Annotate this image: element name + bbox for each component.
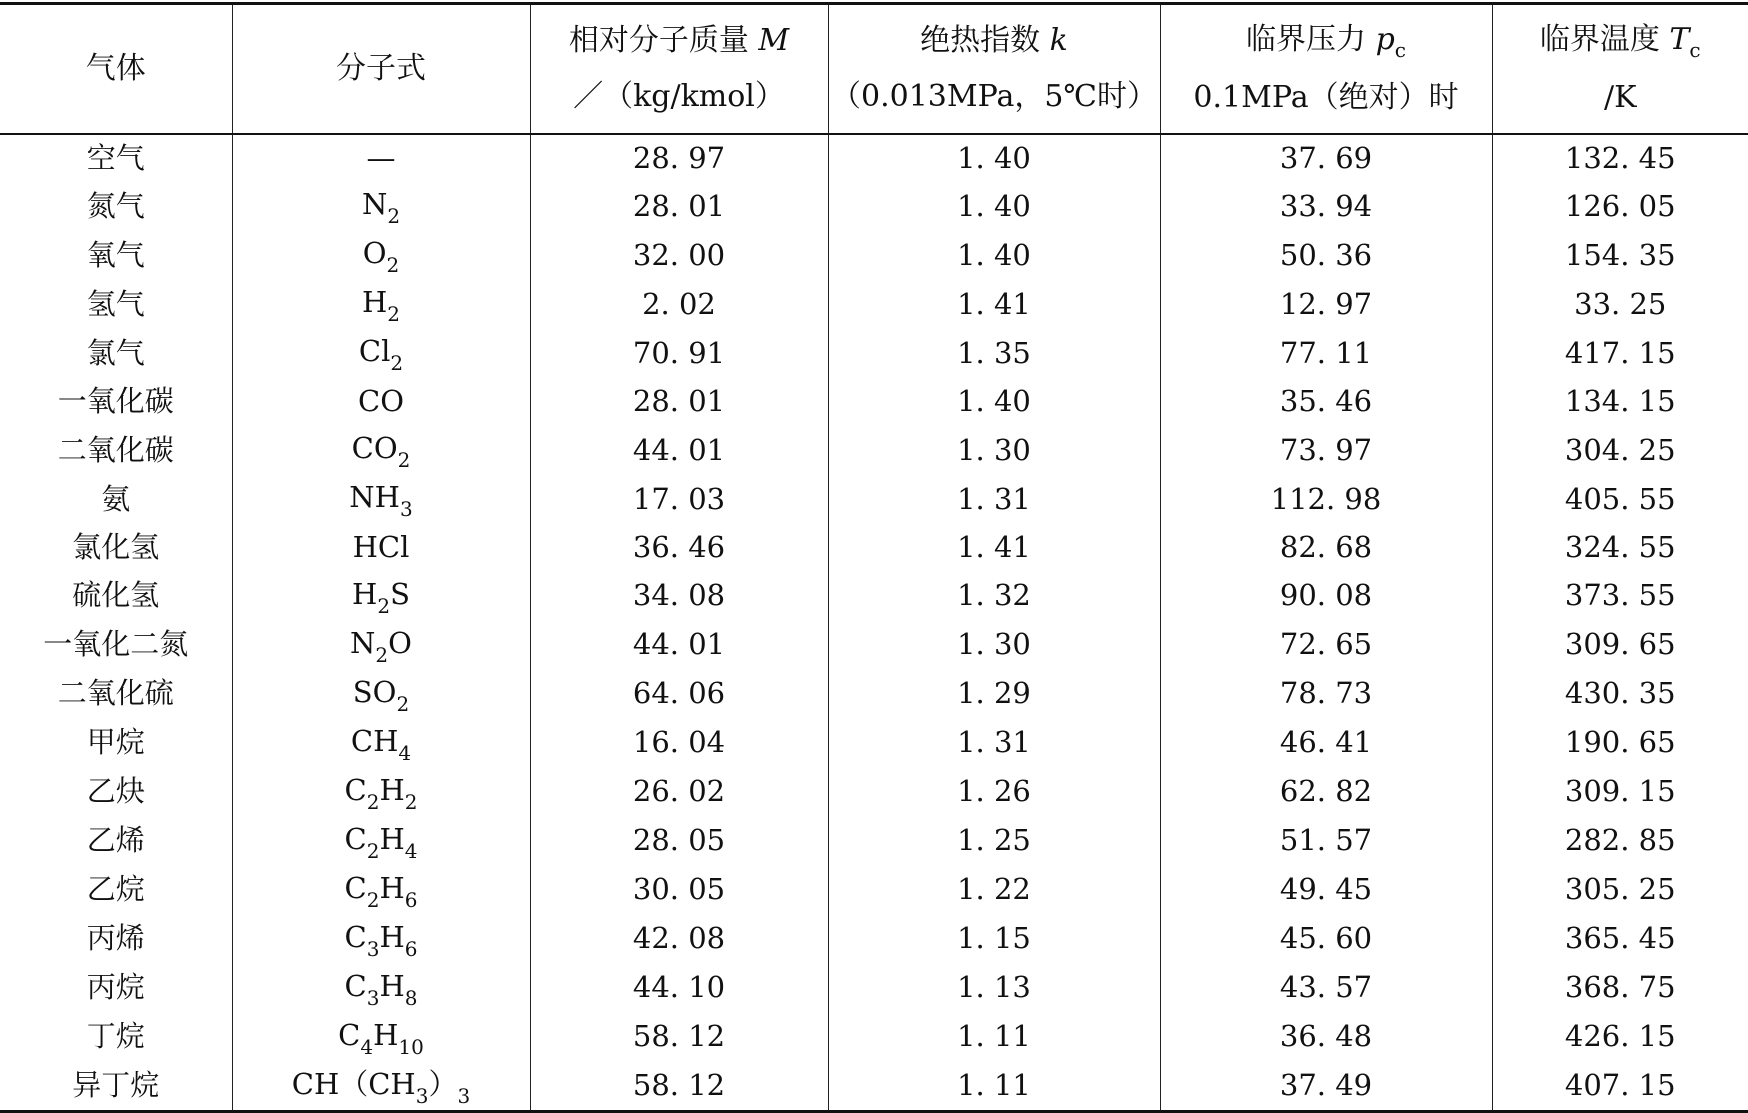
cell-gas: 氨 [101, 481, 131, 516]
formula-subscript: 6 [404, 887, 418, 912]
table-row [0, 767, 1748, 816]
table-row [0, 425, 1748, 474]
cell-critical-temperature: 309. 15 [1492, 767, 1748, 816]
table-row [0, 865, 1748, 914]
formula-subscript: 2 [366, 789, 380, 814]
cell-adiabatic-index: 1. 32 [828, 571, 1160, 620]
table-row [0, 571, 1748, 620]
table-row [0, 134, 1748, 182]
gas-properties-table [0, 2, 1748, 1113]
formula-subscript: 2 [390, 351, 404, 376]
cell-gas: 一氧化二氮 [43, 627, 189, 662]
cell-formula [232, 767, 530, 816]
cell-critical-temperature: 126. 05 [1492, 181, 1748, 230]
table-row [0, 1012, 1748, 1061]
cell-critical-temperature: 430. 35 [1492, 669, 1748, 718]
cell-adiabatic-index: 1. 41 [828, 523, 1160, 571]
formula-text: NH [349, 480, 400, 515]
formula-subscript: 4 [398, 740, 412, 765]
cell-formula [232, 230, 530, 279]
cell-adiabatic-index: 1. 40 [828, 134, 1160, 182]
cell-molar-mass: 16. 04 [530, 718, 828, 767]
cell-critical-temperature: 368. 75 [1492, 963, 1748, 1012]
formula-text: N [361, 187, 388, 222]
cell-critical-temperature: 132. 45 [1492, 134, 1748, 182]
formula-text: CH [350, 723, 399, 758]
header-molar-mass: 相对分子质量 M ／（kg/kmol） [530, 4, 828, 134]
cell-critical-pressure: 37. 69 [1160, 134, 1492, 182]
formula-subscript: 2 [375, 642, 389, 667]
cell-critical-temperature: 134. 15 [1492, 377, 1748, 425]
cell-molar-mass: 44. 01 [530, 620, 828, 669]
cell-formula [232, 963, 530, 1012]
cell-molar-mass: 70. 91 [530, 328, 828, 377]
cell-critical-temperature: 405. 55 [1492, 474, 1748, 523]
cell-adiabatic-index: 1. 41 [828, 279, 1160, 328]
formula-subscript: 3 [399, 497, 413, 522]
table-body [0, 134, 1748, 1112]
cell-critical-pressure: 45. 60 [1160, 914, 1492, 963]
cell-adiabatic-index: 1. 31 [828, 474, 1160, 523]
cell-gas: 硫化氢 [72, 578, 160, 613]
cell-formula [232, 181, 530, 230]
cell-critical-pressure: 51. 57 [1160, 816, 1492, 865]
formula-text: H [361, 285, 388, 320]
cell-critical-temperature: 154. 35 [1492, 230, 1748, 279]
formula-subscript: 2 [366, 838, 380, 863]
formula-subscript: 2 [396, 691, 410, 716]
header-adiabatic-index: 绝热指数 k （0.013MPa，5℃时） [828, 4, 1160, 134]
cell-critical-temperature: 417. 15 [1492, 328, 1748, 377]
header-row [0, 4, 1748, 134]
cell-gas: 二氧化碳 [57, 432, 174, 467]
formula-text: H [373, 1017, 399, 1052]
cell-formula [232, 571, 530, 620]
cell-formula [232, 425, 530, 474]
cell-molar-mass: 44. 10 [530, 963, 828, 1012]
table-row [0, 1061, 1748, 1112]
cell-molar-mass: 32. 00 [530, 230, 828, 279]
cell-molar-mass: 28. 01 [530, 181, 828, 230]
cell-critical-temperature: 365. 45 [1492, 914, 1748, 963]
cell-adiabatic-index: 1. 11 [828, 1012, 1160, 1061]
cell-molar-mass: 44. 01 [530, 425, 828, 474]
formula-text: CH（CH [291, 1066, 416, 1101]
formula-text: H [379, 870, 405, 905]
cell-critical-pressure: 78. 73 [1160, 669, 1492, 718]
formula-text: CO [358, 384, 404, 419]
cell-gas: 丙烷 [86, 970, 145, 1005]
cell-critical-temperature: 190. 65 [1492, 718, 1748, 767]
table-row [0, 963, 1748, 1012]
cell-formula [232, 914, 530, 963]
cell-gas: 丙烯 [86, 921, 145, 956]
table-row [0, 328, 1748, 377]
cell-critical-temperature: 309. 65 [1492, 620, 1748, 669]
cell-formula [232, 816, 530, 865]
formula-subscript: 2 [366, 887, 380, 912]
cell-formula [232, 134, 530, 182]
cell-adiabatic-index: 1. 30 [828, 620, 1160, 669]
formula-text: ） [428, 1066, 458, 1101]
cell-adiabatic-index: 1. 22 [828, 865, 1160, 914]
table-row [0, 914, 1748, 963]
header-formula: 分子式 [232, 4, 530, 134]
formula-text: S [390, 576, 410, 611]
formula-subscript: 4 [404, 838, 418, 863]
formula-text: C [344, 870, 367, 905]
cell-formula [232, 718, 530, 767]
table-row [0, 230, 1748, 279]
cell-formula [232, 279, 530, 328]
cell-formula [232, 523, 530, 571]
cell-gas: 异丁烷 [0, 1061, 232, 1112]
cell-critical-pressure: 35. 46 [1160, 377, 1492, 425]
cell-adiabatic-index: 1. 40 [828, 230, 1160, 279]
cell-gas: 丁烷 [86, 1019, 145, 1054]
cell-critical-temperature: 407. 15 [1492, 1061, 1748, 1112]
cell-adiabatic-index: 1. 40 [828, 377, 1160, 425]
formula-subscript: 2 [397, 448, 411, 473]
cell-critical-pressure: 50. 36 [1160, 230, 1492, 279]
cell-formula [232, 1061, 530, 1112]
header-critical-pressure: 临界压力 $p_c$ 0.1MPa（绝对）时 [1160, 4, 1492, 134]
cell-gas: 乙烷 [86, 872, 145, 907]
formula-subscript: 2 [377, 593, 391, 618]
cell-molar-mass: 42. 08 [530, 914, 828, 963]
cell-molar-mass: 36. 46 [530, 523, 828, 571]
cell-critical-pressure: 43. 57 [1160, 963, 1492, 1012]
cell-adiabatic-index: 1. 13 [828, 963, 1160, 1012]
cell-gas: 二氧化硫 [57, 676, 174, 711]
formula-subscript: 6 [404, 936, 418, 961]
formula-text: H [379, 968, 405, 1003]
formula-subscript: 3 [457, 1083, 471, 1108]
table-row [0, 620, 1748, 669]
cell-critical-pressure: 46. 41 [1160, 718, 1492, 767]
cell-adiabatic-index: 1. 35 [828, 328, 1160, 377]
cell-critical-temperature: 426. 15 [1492, 1012, 1748, 1061]
cell-critical-temperature: 33. 25 [1492, 279, 1748, 328]
cell-gas: 乙烯 [86, 823, 145, 858]
cell-critical-pressure: 62. 82 [1160, 767, 1492, 816]
cell-formula [232, 377, 530, 425]
cell-adiabatic-index: 1. 26 [828, 767, 1160, 816]
cell-molar-mass: 28. 97 [530, 134, 828, 182]
cell-molar-mass: 58. 12 [530, 1061, 828, 1112]
header-critical-temperature: 临界温度 $T_c$ /K [1492, 4, 1748, 134]
cell-gas: 乙炔 [86, 774, 145, 809]
formula-subscript: 3 [366, 936, 380, 961]
cell-critical-pressure: 82. 68 [1160, 523, 1492, 571]
formula-text: C [344, 919, 367, 954]
formula-subscript: 4 [360, 1034, 374, 1059]
formula-text: Cl [358, 334, 391, 369]
cell-adiabatic-index: 1. 25 [828, 816, 1160, 865]
cell-adiabatic-index: 1. 31 [828, 718, 1160, 767]
header-gas: 气体 [0, 4, 232, 134]
cell-critical-pressure: 72. 65 [1160, 620, 1492, 669]
cell-formula [232, 669, 530, 718]
formula-text: C [344, 968, 367, 1003]
formula-text: CO [351, 431, 398, 466]
formula-text: C [338, 1017, 361, 1052]
table-row [0, 279, 1748, 328]
formula-text: H [352, 576, 378, 611]
table-row [0, 523, 1748, 571]
cell-critical-pressure: 77. 11 [1160, 328, 1492, 377]
formula-subscript: 8 [404, 985, 418, 1010]
cell-critical-pressure: 37. 49 [1160, 1061, 1492, 1112]
cell-gas: 氧气 [86, 237, 145, 272]
formula-text: H [379, 919, 405, 954]
table-row [0, 816, 1748, 865]
cell-critical-temperature: 324. 55 [1492, 523, 1748, 571]
cell-adiabatic-index: 1. 15 [828, 914, 1160, 963]
cell-molar-mass: 28. 01 [530, 377, 828, 425]
formula-text: O [362, 236, 387, 271]
formula-subscript: 2 [386, 253, 400, 278]
cell-adiabatic-index: 1. 40 [828, 181, 1160, 230]
cell-critical-pressure: 12. 97 [1160, 279, 1492, 328]
cell-molar-mass: 26. 02 [530, 767, 828, 816]
cell-gas: 氢气 [86, 286, 145, 321]
formula-text: H [379, 772, 405, 807]
cell-molar-mass: 17. 03 [530, 474, 828, 523]
formula-subscript: 2 [387, 204, 401, 229]
formula-text: — [366, 140, 396, 175]
cell-critical-temperature: 373. 55 [1492, 571, 1748, 620]
formula-text: SO [352, 674, 397, 709]
cell-critical-temperature: 305. 25 [1492, 865, 1748, 914]
cell-gas: 一氧化碳 [57, 384, 174, 419]
cell-formula [232, 620, 530, 669]
cell-gas: 氮气 [86, 188, 145, 223]
cell-critical-pressure: 73. 97 [1160, 425, 1492, 474]
cell-critical-pressure: 36. 48 [1160, 1012, 1492, 1061]
cell-formula [232, 1012, 530, 1061]
table-row [0, 474, 1748, 523]
cell-critical-pressure: 33. 94 [1160, 181, 1492, 230]
cell-formula [232, 474, 530, 523]
formula-text: C [344, 772, 367, 807]
cell-gas: 氯化氢 [72, 529, 160, 564]
formula-subscript: 3 [366, 985, 380, 1010]
formula-subscript: 2 [404, 789, 418, 814]
table-row [0, 669, 1748, 718]
formula-text: HCl [352, 529, 410, 564]
table-row [0, 718, 1748, 767]
formula-subscript: 10 [398, 1034, 424, 1059]
cell-adiabatic-index: 1. 11 [828, 1061, 1160, 1112]
cell-critical-pressure: 112. 98 [1160, 474, 1492, 523]
cell-gas: 氯气 [86, 335, 145, 370]
cell-formula [232, 328, 530, 377]
formula-subscript: 3 [415, 1083, 429, 1108]
cell-formula [232, 865, 530, 914]
cell-molar-mass: 58. 12 [530, 1012, 828, 1061]
table-row [0, 181, 1748, 230]
formula-text: H [379, 821, 405, 856]
cell-critical-temperature: 282. 85 [1492, 816, 1748, 865]
cell-molar-mass: 2. 02 [530, 279, 828, 328]
cell-molar-mass: 30. 05 [530, 865, 828, 914]
cell-molar-mass: 28. 05 [530, 816, 828, 865]
cell-critical-temperature: 304. 25 [1492, 425, 1748, 474]
cell-adiabatic-index: 1. 30 [828, 425, 1160, 474]
formula-text: O [388, 625, 412, 660]
table-row [0, 377, 1748, 425]
cell-adiabatic-index: 1. 29 [828, 669, 1160, 718]
cell-critical-pressure: 49. 45 [1160, 865, 1492, 914]
cell-molar-mass: 64. 06 [530, 669, 828, 718]
cell-critical-pressure: 90. 08 [1160, 571, 1492, 620]
formula-text: C [344, 821, 367, 856]
formula-text: N [350, 625, 376, 660]
formula-subscript: 2 [387, 302, 401, 327]
cell-gas: 空气 [86, 140, 145, 175]
cell-molar-mass: 34. 08 [530, 571, 828, 620]
cell-gas: 甲烷 [86, 725, 145, 760]
